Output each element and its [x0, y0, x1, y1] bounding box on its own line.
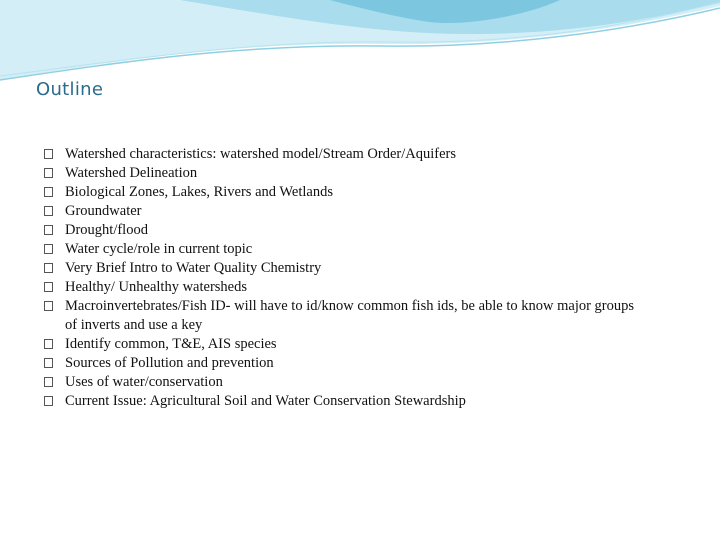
list-item-text: Groundwater [65, 203, 142, 219]
checkbox-icon [44, 244, 53, 254]
list-item [44, 297, 644, 335]
list-item [44, 392, 644, 411]
checkbox-icon [44, 263, 53, 273]
list-item-text: Healthy/ Unhealthy watersheds [65, 279, 248, 295]
checkbox-icon [44, 168, 53, 178]
header-wave-decoration [0, 0, 720, 90]
list-item-text: Watershed Delineation [65, 165, 198, 181]
list-item-text: Current Issue: Agricultural Soil and Water Conservation Stewardship [65, 393, 466, 409]
list-item-text: Uses of water/conservation [65, 374, 223, 390]
checkbox-icon [44, 282, 53, 292]
list-item [44, 164, 644, 183]
checkbox-icon [44, 339, 53, 349]
list-item [44, 202, 644, 221]
checkbox-icon [44, 187, 53, 197]
list-item [44, 278, 644, 297]
checkbox-icon [44, 396, 53, 406]
checkbox-icon [44, 225, 53, 235]
checkbox-icon [44, 149, 53, 159]
list-item-text: Watershed characteristics: watershed model/Stream Order/Aquifers [65, 146, 456, 162]
list-item [44, 145, 644, 164]
list-item [44, 259, 644, 278]
list-item-text: Drought/flood [65, 222, 148, 238]
checkbox-icon [44, 377, 53, 387]
checkbox-icon [44, 206, 53, 216]
list-item [44, 240, 644, 259]
list-item [44, 221, 644, 240]
checkbox-icon [44, 358, 53, 368]
list-item [44, 335, 644, 354]
list-item [44, 183, 644, 202]
list-item [44, 354, 644, 373]
list-item-text: Biological Zones, Lakes, Rivers and Wetlands [65, 184, 333, 200]
list-item-text: Water cycle/role in current topic [65, 241, 253, 257]
list-item-text: Macroinvertebrates/Fish ID- will have to id/know common fish ids, be able to know major groups of inverts and use a key [65, 298, 635, 333]
outline-list [44, 145, 644, 411]
slide-title: Outline [36, 79, 104, 100]
checkbox-icon [44, 301, 53, 311]
list-item [44, 373, 644, 392]
list-item-text: Identify common, T&E, AIS species [65, 336, 277, 352]
list-item-text: Sources of Pollution and prevention [65, 355, 274, 371]
list-item-text: Very Brief Intro to Water Quality Chemistry [65, 260, 322, 276]
